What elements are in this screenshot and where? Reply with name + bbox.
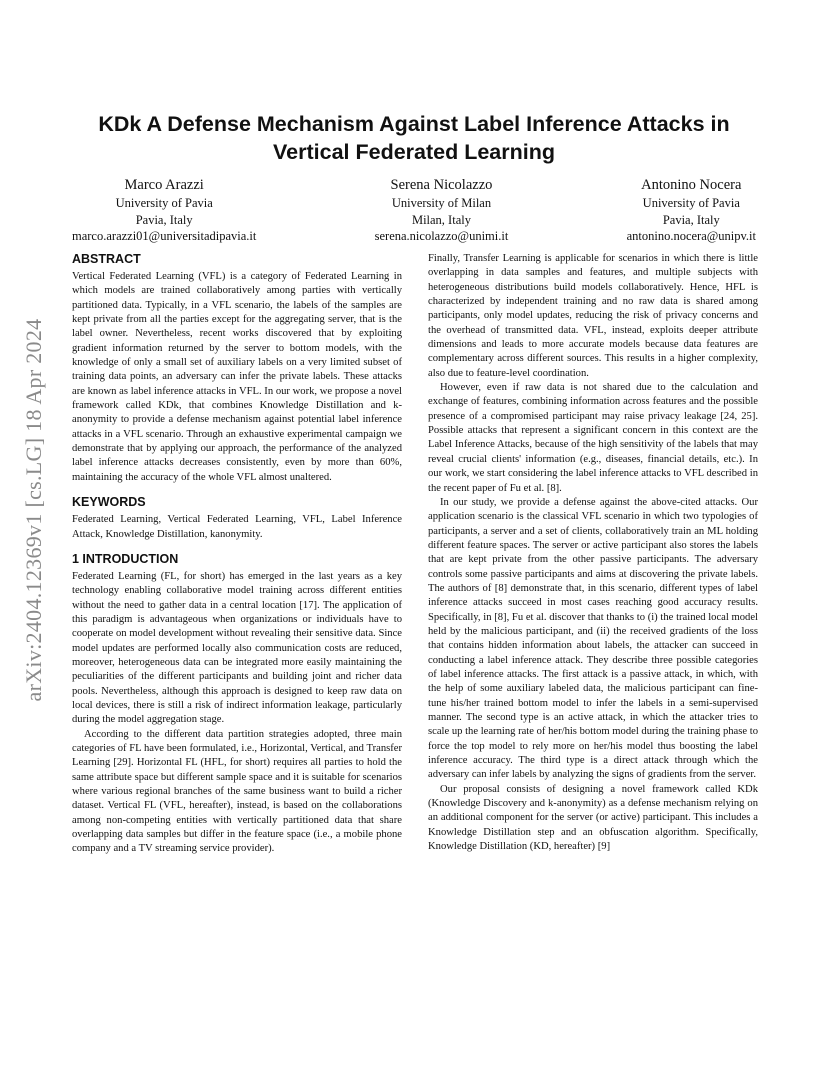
keywords-heading: KEYWORDS — [72, 495, 146, 510]
arxiv-identifier-text: arXiv:2404.12369v1 [cs.LG] 18 Apr 2024 — [21, 318, 46, 702]
author-location: Pavia, Italy — [662, 212, 720, 227]
intro-paragraph-3: Finally, Transfer Learning is applicable for scenarios in which there is little overlapping in data samples and features, and multiple subjects with heterogeneous distributions build models collaboratively. Hence, HFL is characterized by independent training and no raw data is shared among participants, only model updates, reducing the risk of privacy concerns and the overhead of transmitted data. VFL, instead, exploits deeper attribute dimensions and leads to more accurate models because data features are complementary across different sources. This results in a higher complexity, also due to feature-level coordination. — [428, 253, 758, 379]
author-location: Pavia, Italy — [135, 212, 193, 227]
author-name: Marco Arazzi — [124, 177, 204, 193]
author-email: serena.nicolazzo@unimi.it — [374, 229, 509, 243]
author-3 — [627, 176, 756, 245]
author-1 — [72, 176, 256, 245]
intro-paragraph-2: According to the different data partition strategies adopted, three main categories of FL have been formulated, i.e., Horizontal, Vertical, and Transfer Learning [29]. Horizontal FL (HFL, for short) requires all parties to hold the same attribute space but different sample space and it is suitable for scenarios where various regional branches of the same business want to build a richer dataset. Vertical FL (VFL, hereafter), instead, is based on the collaborations among non-competing entities with vertically partitioned data that share overlapping data samples but differ in the feature space (i.e., a mobile phone company and a TV streaming service provider). — [72, 728, 402, 855]
abstract-heading: ABSTRACT — [72, 252, 141, 266]
title-line-2: Vertical Federated Learning — [273, 140, 555, 164]
intro-paragraph-5: In our study, we provide a defense against the above-cited attacks. Our application scenario is the classical VFL scenario in which two typologies of participants, a server and a set of clients, collaboratively train an ML holding different feature spaces. The server or active participant also stores the labels that are kept private from the other passive participants. The adversary controls some passive participants and aims at discovering the private labels. The authors of [8] demonstrate that, in this scenario, different types of label inference attacks succeed in most cases reaching good accuracy results. Specifically, in [8], Fu et al. discover that thanks to (i) the trained local model held by the malicious participant, and (ii) the received gradients of the loss that contains hidden information about labels, the attacker can succeed in conducting a label inference attack. They describe three possible categories of label inference attacks. The first attack is a passive attack, in which, with the help of some auxiliary labeled data, the malicious participant can fine-tune his/her trained bottom model to infer the labels in a semi-supervised manner. The second type is an active attack, in which the attacker tries to scale up the learning rate of her/his bottom model during the training phase to force the top model to rely more on her/his model thus boosting the label inference accuracy. The third type is a direct attack through which the adversary can infer labels by analyzing the signs of gradients from the server. — [428, 496, 758, 781]
intro-paragraph-6: Our proposal consists of designing a novel framework called KDk (Knowledge Discovery and k-anonymity) as a defense mechanism relying on an additional component for the server (or active) participant. This includes a Knowledge Distillation step and an obfuscation algorithm. Specifically, Knowledge Distillation (KD, hereafter) [9] — [428, 783, 758, 853]
arxiv-identifier-stamp — [14, 260, 54, 760]
author-name: Serena Nicolazzo — [390, 177, 493, 193]
intro-paragraph-4: However, even if raw data is not shared due to the calculation and exchange of features, combining information across features and the possible presence of a compromised participant may raise privacy leakage [24, 25]. Possible attacks that represent a significant concern in this context are the Label Inference Attacks, because of the high sensitivity of the labels that may reveal crucial clients' information (e.g., diseases, financial details, etc.). In our work, we start considering the label inference attacks to VFL described in the recent paper of Fu et al. [8]. — [428, 382, 758, 494]
author-block — [72, 176, 756, 245]
intro-paragraph-1: Federated Learning (FL, for short) has emerged in the last years as a key technology enabling collaborative model training across different entities without the need to gather data in a central location [17]. The application of this paradigm is advantageous when organizations or individuals have to cooperate on model development without revealing their sensitive data. Since model updates are performed locally also communication costs are reduced, moreover, heterogeneous data can be integrated more easily maintaining the peculiarities of the different participants and building joint and richer data pools. Nevertheless, although this approach is designed to keep raw data on local devices, there is still a risk of indirect information leakage, particularly during the model aggregation stage. — [72, 570, 402, 726]
left-column — [72, 252, 402, 857]
keywords-text: Federated Learning, Vertical Federated Learning, VFL, Label Inference Attack, Knowledge Distillation, kanonymity. — [72, 514, 402, 540]
author-affiliation: University of Milan — [391, 196, 492, 210]
title-line-1: KDk A Defense Mechanism Against Label Inference Attacks in — [98, 112, 730, 136]
right-column — [428, 252, 758, 854]
paper-title — [72, 110, 756, 166]
author-location: Milan, Italy — [411, 212, 471, 227]
author-2 — [375, 176, 509, 245]
introduction-heading: 1 INTRODUCTION — [72, 551, 179, 566]
author-affiliation: University of Pavia — [642, 196, 740, 210]
author-email: antonino.nocera@unipv.it — [626, 229, 756, 243]
author-name: Antonino Nocera — [641, 177, 742, 193]
author-email: marco.arazzi01@universitadipavia.it — [72, 229, 257, 243]
author-affiliation: University of Pavia — [115, 196, 213, 210]
abstract-text: Vertical Federated Learning (VFL) is a category of Federated Learning in which models are trained collaboratively among parties with vertically partitioned data. Typically, in a VFL scenario, the labels of the samples are kept private from all the parties except for the aggregating server, that is the label owner. Nevertheless, recent works discovered that by exploiting gradient information returned by the server to bottom models, with the knowledge of only a small set of auxiliary labels on a very limited subset of training data points, an adversary can infer the private labels. These attacks are known as label inference attacks in VFL. In our work, we propose a novel framework called KDk, that combines Knowledge Distillation and k-anonymity to provide a defense mechanism against potential label inference attacks in a VFL scenario. Through an exhaustive experimental campaign we demonstrate that by applying our approach, the performance of the analyzed label inference attacks decreases consistently, even by more than 60%, maintaining the accuracy of the whole VFL almost unaltered. — [72, 271, 402, 483]
